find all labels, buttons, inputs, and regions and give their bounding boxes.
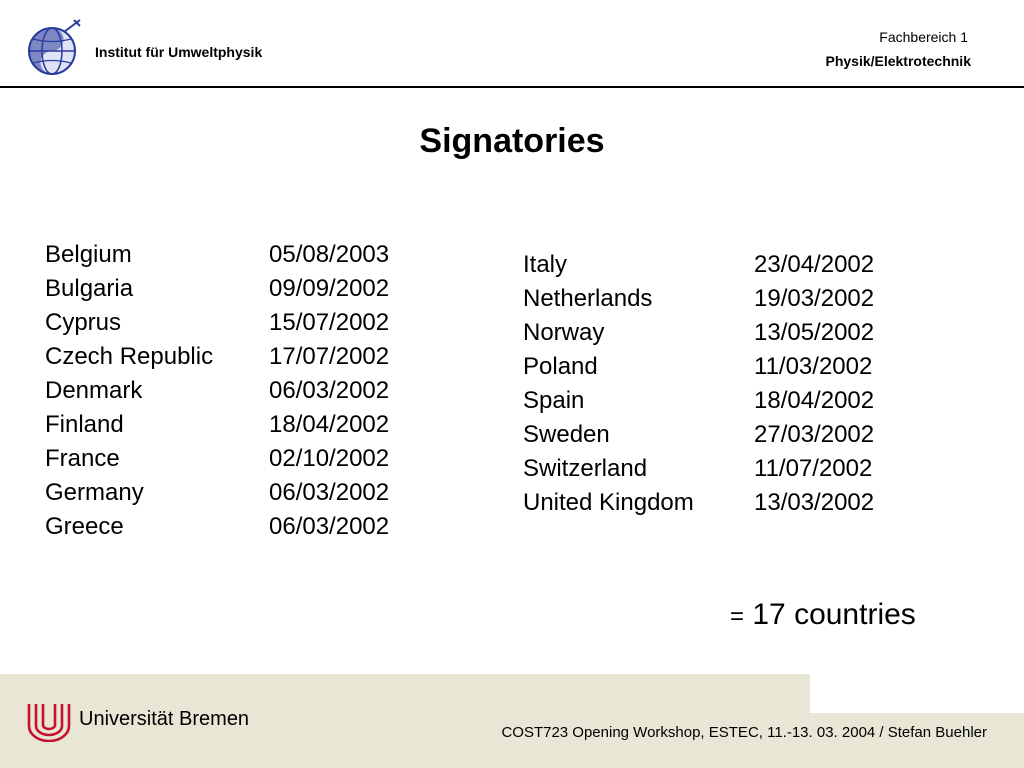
- country-name: Sweden: [523, 421, 610, 448]
- list-item: [45, 272, 389, 306]
- country-name: Germany: [45, 479, 144, 506]
- signature-date: 05/08/2003: [269, 241, 390, 268]
- total-count: 17 countries: [752, 598, 916, 631]
- signature-date: 19/03/2002: [754, 285, 875, 312]
- list-item: [523, 248, 874, 282]
- country-name: Finland: [45, 411, 124, 438]
- uni-bremen-logo-icon: [26, 702, 72, 742]
- department-label: Physik/Elektrotechnik: [825, 53, 971, 69]
- country-name: Czech Republic: [45, 343, 214, 370]
- signature-date: 13/05/2002: [754, 319, 875, 346]
- country-name: Poland: [523, 353, 598, 380]
- university-name: Universität Bremen: [79, 708, 250, 730]
- faculty-label: Fachbereich 1: [879, 29, 968, 45]
- signature-date: 15/07/2002: [269, 309, 390, 336]
- country-name: Belgium: [45, 241, 132, 268]
- country-name: United Kingdom: [523, 489, 694, 516]
- signature-date: 06/03/2002: [269, 513, 390, 540]
- signature-date: 17/07/2002: [269, 343, 390, 370]
- country-name: Italy: [523, 251, 568, 278]
- country-name: Norway: [523, 319, 605, 346]
- total-equals-sign: =: [730, 603, 745, 630]
- list-item: [45, 510, 389, 544]
- signatories-left-list: [45, 238, 389, 544]
- country-name: Switzerland: [523, 455, 648, 482]
- institute-name: Institut für Umweltphysik: [95, 44, 263, 60]
- country-name: Bulgaria: [45, 275, 134, 302]
- signature-date: 23/04/2002: [754, 251, 875, 278]
- slide-title: Signatories: [419, 122, 605, 160]
- signature-date: 13/03/2002: [754, 489, 875, 516]
- list-item: [523, 316, 874, 350]
- country-name: Denmark: [45, 377, 143, 404]
- country-total: [730, 598, 916, 632]
- signature-date: 27/03/2002: [754, 421, 875, 448]
- signature-date: 11/07/2002: [754, 455, 873, 482]
- country-name: Cyprus: [45, 309, 122, 336]
- list-item: [45, 374, 389, 408]
- list-item: [45, 306, 389, 340]
- list-item: [523, 384, 874, 418]
- signature-date: 11/03/2002: [754, 353, 873, 380]
- list-item: [45, 476, 389, 510]
- country-name: Spain: [523, 387, 585, 414]
- signature-date: 06/03/2002: [269, 377, 390, 404]
- signature-date: 02/10/2002: [269, 445, 390, 472]
- list-item: [45, 340, 389, 374]
- slide-header: [0, 0, 1024, 86]
- country-name: France: [45, 445, 120, 472]
- country-name: Greece: [45, 513, 124, 540]
- signature-date: 18/04/2002: [754, 387, 875, 414]
- list-item: [45, 408, 389, 442]
- header-divider: [0, 86, 1024, 88]
- list-item: [523, 452, 874, 486]
- list-item: [523, 282, 874, 316]
- country-name: Netherlands: [523, 285, 653, 312]
- iup-globe-logo-icon: [24, 18, 84, 78]
- list-item: [523, 350, 874, 384]
- signature-date: 18/04/2002: [269, 411, 390, 438]
- list-item: [45, 238, 389, 272]
- signature-date: 09/09/2002: [269, 275, 390, 302]
- list-item: [45, 442, 389, 476]
- list-item: [523, 418, 874, 452]
- signature-date: 06/03/2002: [269, 479, 390, 506]
- list-item: [523, 486, 874, 520]
- signatories-right-list: [523, 248, 874, 520]
- footer-caption: COST723 Opening Workshop, ESTEC, 11.-13. 03. 2004 / Stefan Buehler: [501, 724, 987, 741]
